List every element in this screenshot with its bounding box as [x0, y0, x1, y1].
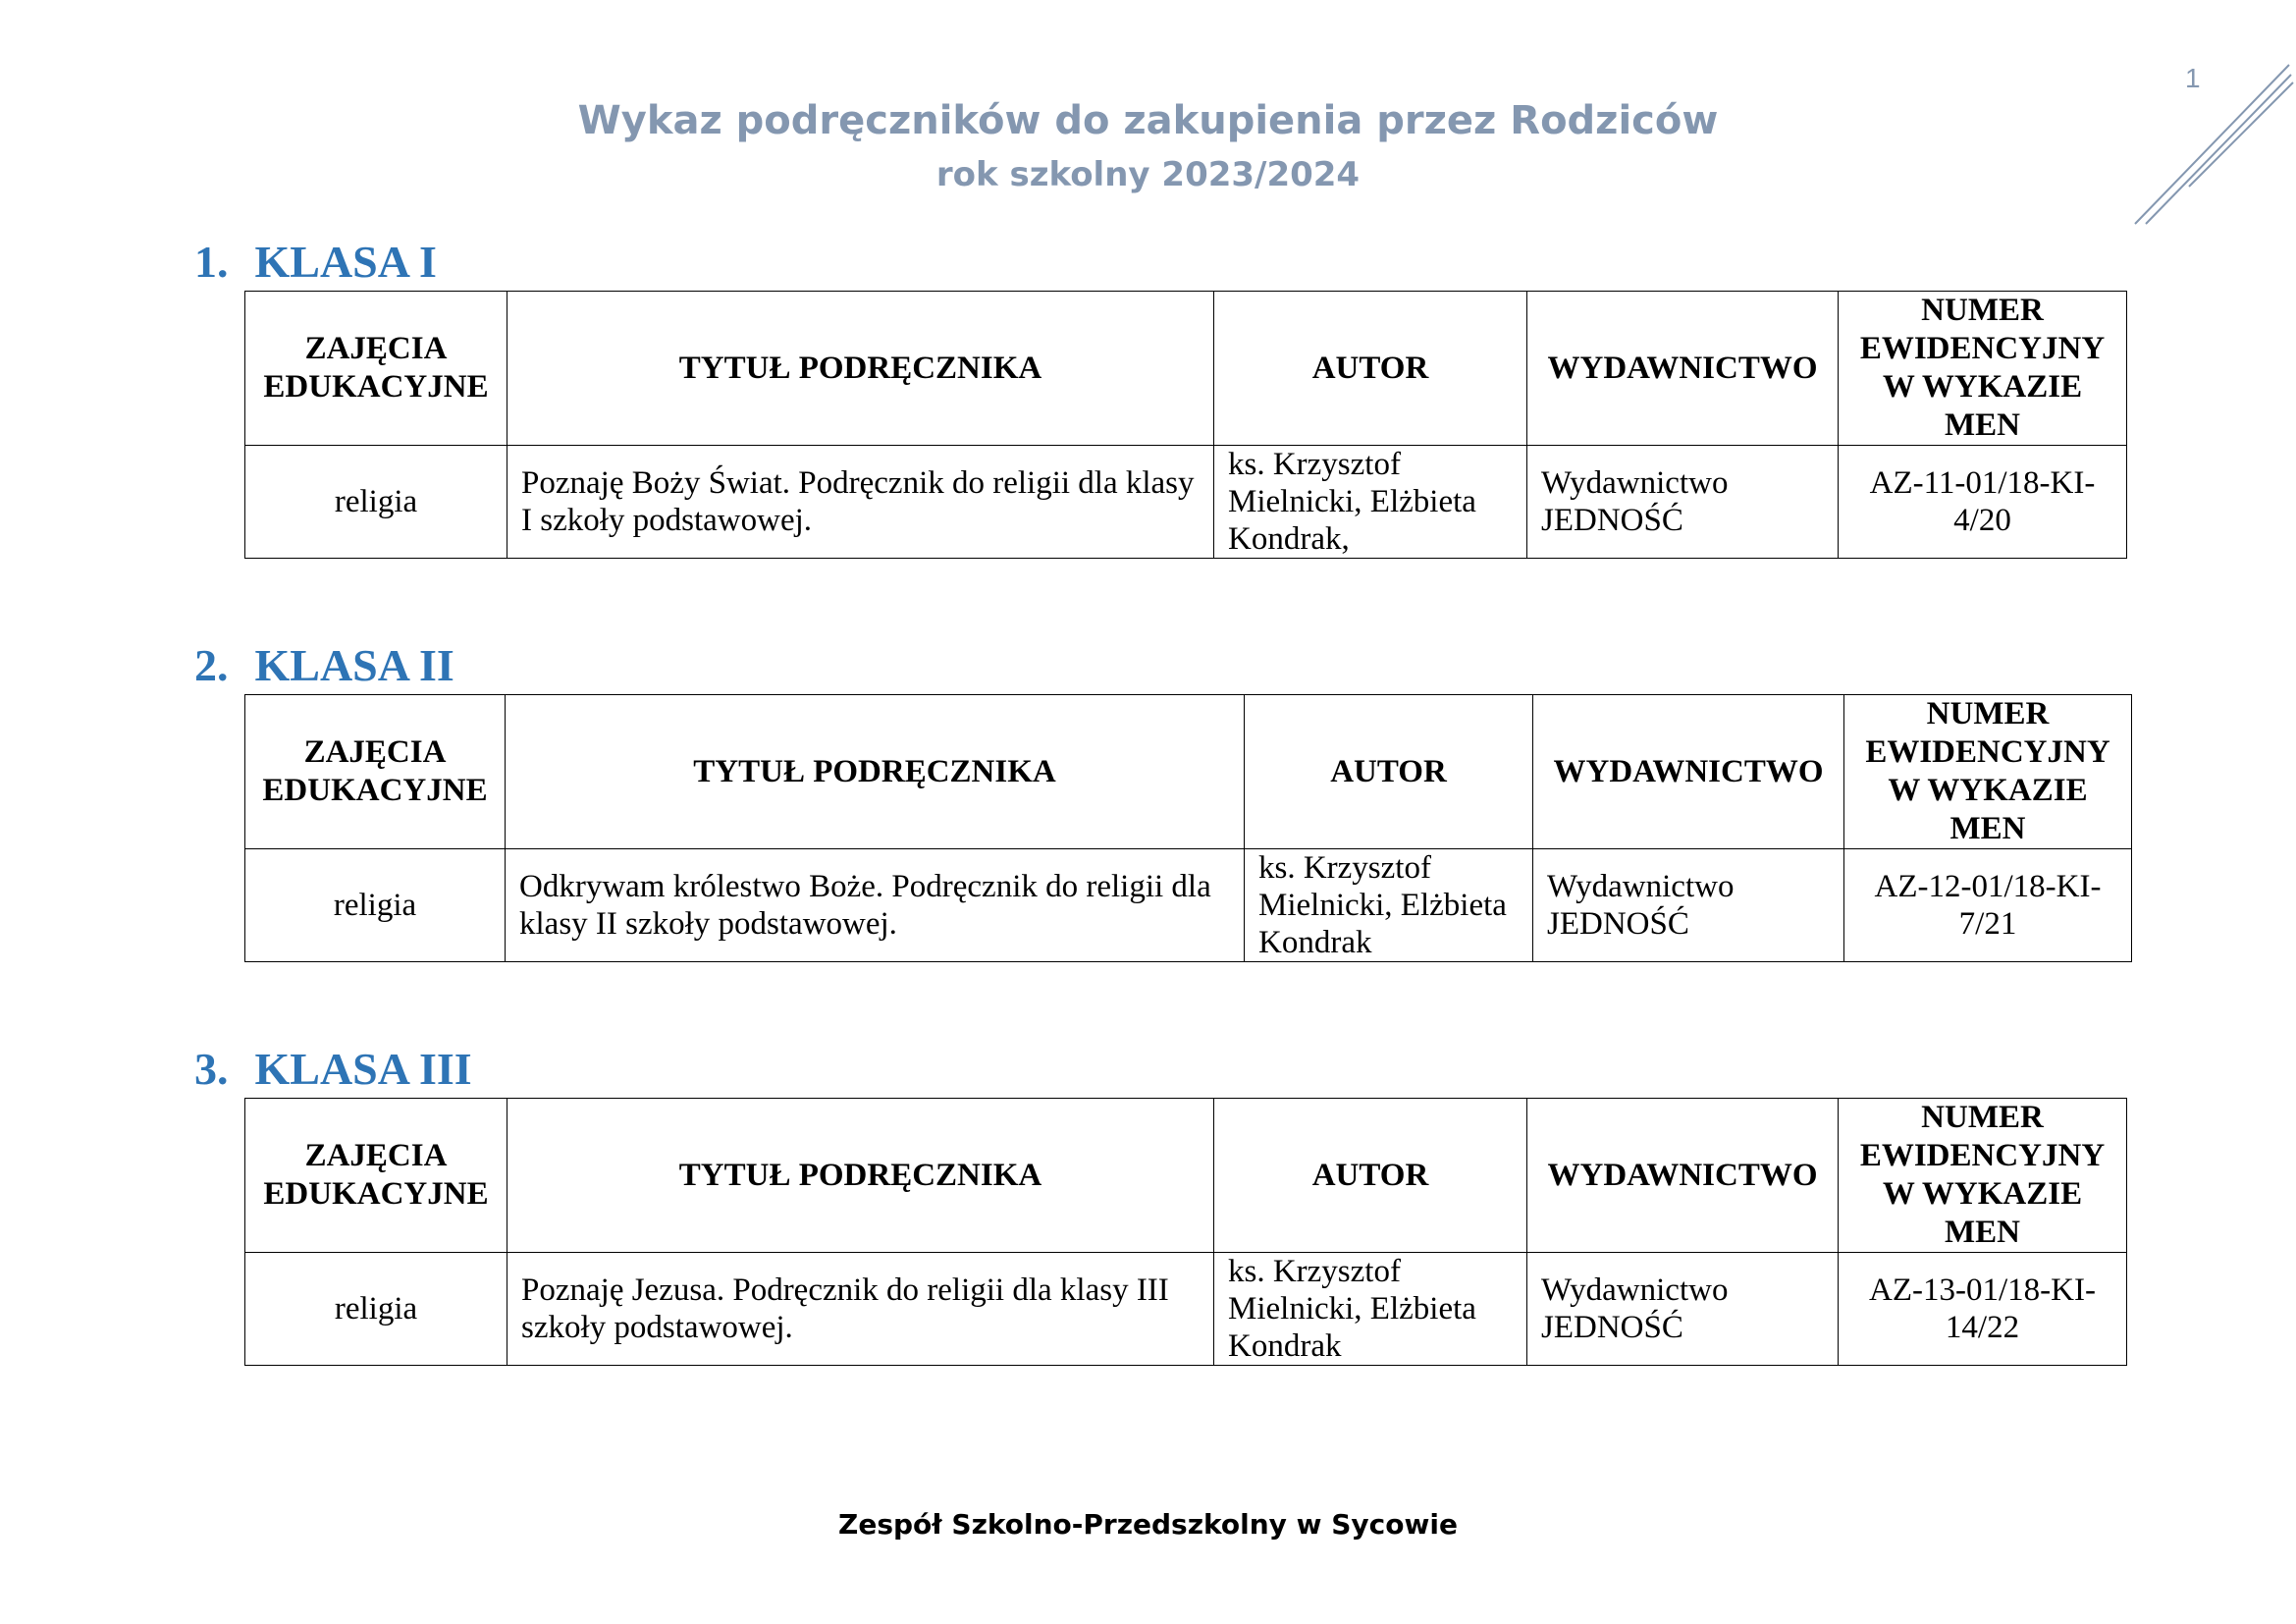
document-subtitle: rok szkolny 2023/2024	[935, 155, 1361, 194]
header-subject: ZAJĘCIA EDUKACYJNE	[245, 292, 507, 446]
cell-number: AZ-12-01/18-KI-7/21	[1844, 849, 2132, 962]
textbook-table-klasa-1	[244, 291, 2127, 559]
header-number: NUMER EWIDENCYJNY W WYKAZIE MEN	[1844, 695, 2132, 849]
header-title: TYTUŁ PODRĘCZNIKA	[507, 1099, 1214, 1253]
cell-subject: religia	[245, 446, 507, 559]
header-title: TYTUŁ PODRĘCZNIKA	[507, 292, 1214, 446]
header-subject: ZAJĘCIA EDUKACYJNE	[245, 695, 506, 849]
cell-title: Odkrywam królestwo Boże. Podręcznik do religii dla klasy II szkoły podstawowej.	[506, 849, 1245, 962]
cell-subject: religia	[245, 849, 506, 962]
header-title: TYTUŁ PODRĘCZNIKA	[506, 695, 1245, 849]
page-number: 1	[2185, 63, 2201, 93]
table-row	[245, 849, 2132, 962]
cell-subject: religia	[245, 1253, 507, 1366]
table-row	[245, 1253, 2127, 1366]
table-header-row	[245, 292, 2127, 446]
corner-decoration-lines	[2110, 59, 2296, 236]
cell-author: ks. Krzysztof Mielnicki, Elżbieta Kondrak	[1214, 1253, 1527, 1366]
section-label: KLASA III	[254, 1044, 472, 1094]
cell-author: ks. Krzysztof Mielnicki, Elżbieta Kondrak	[1245, 849, 1533, 962]
cell-number: AZ-11-01/18-KI-4/20	[1839, 446, 2127, 559]
header-number: NUMER EWIDENCYJNY W WYKAZIE MEN	[1839, 1099, 2127, 1253]
textbook-table-klasa-3	[244, 1098, 2127, 1366]
header-subject: ZAJĘCIA EDUKACYJNE	[245, 1099, 507, 1253]
cell-title: Poznaję Boży Świat. Podręcznik do religii dla klasy I szkoły podstawowej.	[507, 446, 1214, 559]
header-author: AUTOR	[1214, 292, 1527, 446]
cell-publisher: Wydawnictwo JEDNOŚĆ	[1533, 849, 1844, 962]
section-number: 2.	[194, 640, 229, 690]
header-publisher: WYDAWNICTWO	[1533, 695, 1844, 849]
footer-school-name: Zespół Szkolno-Przedszkolny w Sycowie	[838, 1508, 1458, 1541]
table-header-row	[245, 695, 2132, 849]
section-label: KLASA II	[254, 640, 454, 690]
table-header-row	[245, 1099, 2127, 1253]
header-number: NUMER EWIDENCYJNY W WYKAZIE MEN	[1839, 292, 2127, 446]
section-heading-klasa-2	[194, 639, 454, 691]
section-heading-klasa-1	[194, 236, 437, 288]
cell-title: Poznaję Jezusa. Podręcznik do religii dla klasy III szkoły podstawowej.	[507, 1253, 1214, 1366]
table-row	[245, 446, 2127, 559]
cell-author: ks. Krzysztof Mielnicki, Elżbieta Kondrak,	[1214, 446, 1527, 559]
cell-number: AZ-13-01/18-KI-14/22	[1839, 1253, 2127, 1366]
section-label: KLASA I	[254, 237, 437, 287]
cell-publisher: Wydawnictwo JEDNOŚĆ	[1527, 1253, 1839, 1366]
section-number: 1.	[194, 237, 229, 287]
header-author: AUTOR	[1214, 1099, 1527, 1253]
textbook-table-klasa-2	[244, 694, 2132, 962]
header-publisher: WYDAWNICTWO	[1527, 292, 1839, 446]
cell-publisher: Wydawnictwo JEDNOŚĆ	[1527, 446, 1839, 559]
section-heading-klasa-3	[194, 1043, 472, 1095]
header-author: AUTOR	[1245, 695, 1533, 849]
document-title: Wykaz podręczników do zakupienia przez Rodziców	[577, 98, 1719, 143]
section-number: 3.	[194, 1044, 229, 1094]
header-publisher: WYDAWNICTWO	[1527, 1099, 1839, 1253]
